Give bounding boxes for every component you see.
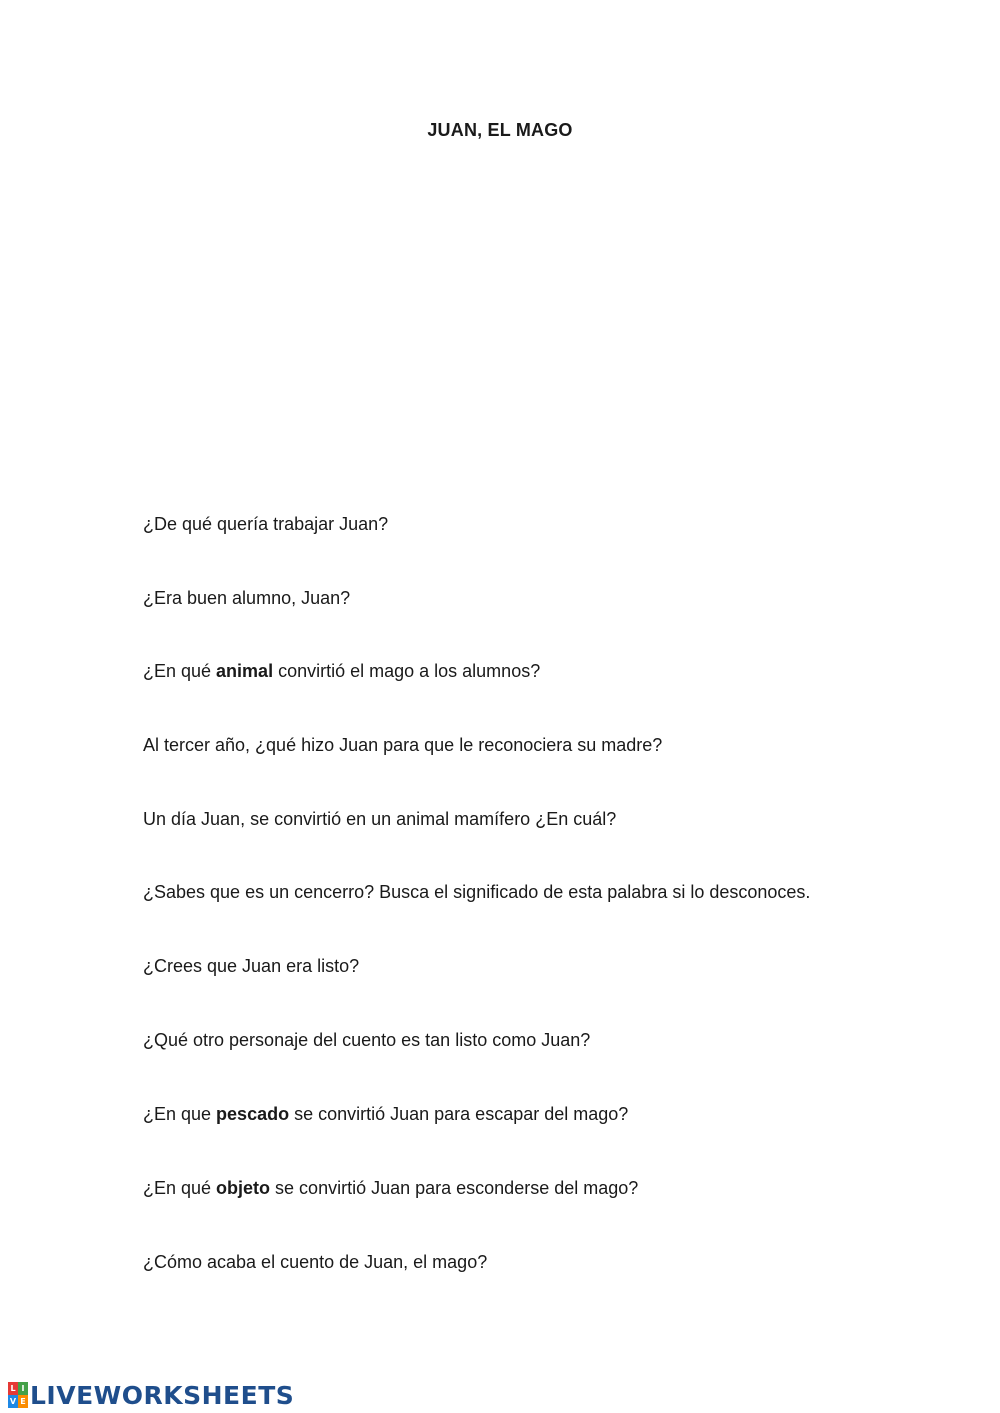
liveworksheets-logo[interactable] — [8, 1380, 294, 1410]
question-11: ¿Cómo acaba el cuento de Juan, el mago? — [143, 1252, 488, 1272]
question-7: ¿Crees que Juan era listo? — [143, 956, 360, 976]
question-8: ¿Qué otro personaje del cuento es tan listo como Juan? — [143, 1030, 591, 1050]
brand-name: LIVEWORKSHEETS — [30, 1380, 295, 1410]
document-title: JUAN, EL MAGO — [427, 120, 573, 140]
question-10: ¿En qué objeto se convirtió Juan para esconderse del mago? — [143, 1178, 639, 1198]
question-6: ¿Sabes que es un cencerro? Busca el significado de esta palabra si lo desconoces. — [143, 882, 811, 902]
live-badge-icon: L I V E — [8, 1382, 28, 1408]
question-9: ¿En que pescado se convirtió Juan para escapar del mago? — [143, 1104, 629, 1124]
question-5: Un día Juan, se convirtió en un animal mamífero ¿En cuál? — [143, 809, 617, 829]
question-3: ¿En qué animal convirtió el mago a los alumnos? — [143, 661, 541, 681]
question-4: Al tercer año, ¿qué hizo Juan para que le reconociera su madre? — [143, 735, 663, 755]
question-2: ¿Era buen alumno, Juan? — [143, 588, 351, 608]
question-1: ¿De qué quería trabajar Juan? — [143, 514, 389, 534]
